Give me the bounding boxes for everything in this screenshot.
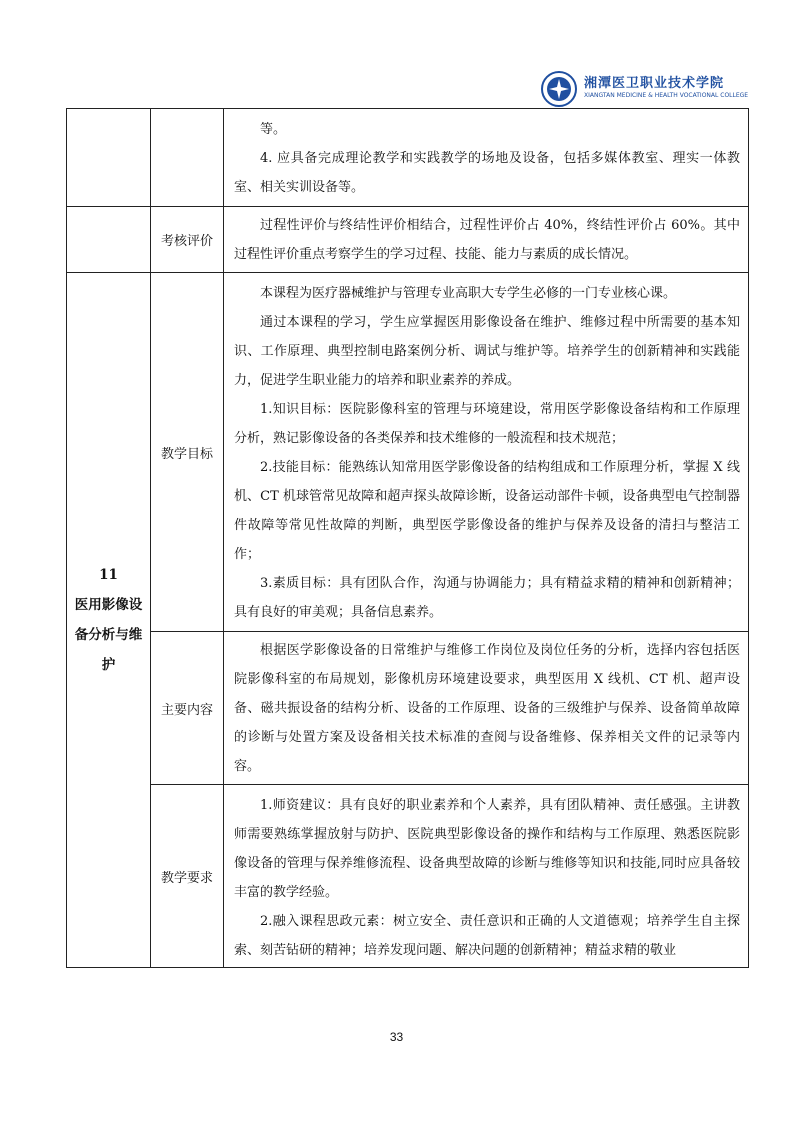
content-label: 主要内容: [151, 632, 224, 785]
content-text: 根据医学影像设备的日常维护与维修工作岗位及岗位任务的分析，选择内容包括医院影像科室的布局规划，影像机房环境建设要求，典型医用 X 线机、CT 机、超声设备、磁共振设备的结构分析、设备的工作原理、设备的三级维护与保养、设备简单故障的诊断与处置方案及设备相关技术标准的查阅与设备维修、保养相关文件的记录等内容。: [234, 643, 740, 774]
course-table: [66, 108, 749, 968]
requirement-paragraph: 2.融入课程思政元素：树立安全、责任意识和正确的人文道德观；培养学生自主探索、刻苦钻研的精神；培养发现问题、解决问题的创新精神；精益求精的敬业: [234, 914, 740, 958]
school-logo: [540, 70, 749, 110]
course-title-cell: [67, 273, 151, 968]
requirements-cell: [224, 785, 749, 968]
page-number: 33: [389, 1030, 404, 1044]
prev-label-cell: [151, 109, 224, 207]
prev-conditions-cell: [224, 109, 749, 207]
goal-paragraph: 2.技能目标：能熟练认知常用医学影像设备的结构组成和工作原理分析，掌握 X 线机、CT 机球管常见故障和超声探头故障诊断，设备运动部件卡顿，设备典型电气控制器件故障等常见性故障的判断，典型医学影像设备的维护与保养及设备的清扫与整洁工作；: [234, 460, 740, 562]
course-number: 11: [99, 567, 118, 583]
requirements-label: 教学要求: [151, 785, 224, 968]
goal-paragraph: 通过本课程的学习，学生应掌握医用影像设备在维护、维修过程中所需要的基本知识、工作原理、典型控制电路案例分析、调试与维护等。培养学生的创新精神和实践能力，促进学生职业能力的培养和职业素养的养成。: [234, 315, 740, 388]
assessment-text: 过程性评价与终结性评价相结合，过程性评价占 40%，终结性评价占 60%。其中过程性评价重点考察学生的学习过程、技能、能力与素质的成长情况。: [234, 218, 740, 262]
goals-cell: [224, 273, 749, 632]
school-name: 湘潭医卫职业技术学院: [584, 76, 725, 91]
goal-paragraph: 1.知识目标：医院影像科室的管理与环境建设，常用医学影像设备结构和工作原理分析，熟记影像设备的各类保养和技术维修的一般流程和技术规范；: [234, 402, 740, 446]
goal-paragraph: 本课程为医疗器械维护与管理专业高职大专学生必修的一门专业核心课。: [260, 286, 677, 301]
table-row: [67, 273, 749, 632]
prev-course-cell: [67, 109, 151, 207]
requirement-paragraph: 1.师资建议：具有良好的职业素养和个人素养，具有团队精神、责任感强。主讲教师需要熟练掌握放射与防护、医院典型影像设备的操作和结构与工作原理、熟悉医院影像设备的管理与保养维修流程、设备典型故障的诊断与维修等知识和技能,同时应具备较丰富的教学经验。: [234, 798, 740, 900]
table-row: [67, 109, 749, 207]
school-name-en: XIANGTAN MEDICINE & HEALTH VOCATIONAL COLLEGE: [584, 92, 749, 99]
goal-paragraph: 3.素质目标：具有团队合作，沟通与协调能力；具有精益求精的精神和创新精神；具有良好的审美观；具备信息素养。: [234, 576, 740, 620]
table-row: [67, 785, 749, 968]
prev-course-cell: [67, 207, 151, 273]
course-name: 医用影像设备分析与维护: [74, 597, 143, 673]
content-cell: [224, 632, 749, 785]
table-row: [67, 207, 749, 273]
assessment-label: 考核评价: [151, 207, 224, 273]
assessment-cell: [224, 207, 749, 273]
conditions-tail: 等。: [260, 122, 287, 137]
goals-label: 教学目标: [151, 273, 224, 632]
table-row: [67, 632, 749, 785]
conditions-item-4: 4. 应具备完成理论教学和实践教学的场地及设备，包括多媒体教室、理实一体教室、相关实训设备等。: [234, 151, 740, 195]
school-emblem-icon: [540, 70, 578, 108]
